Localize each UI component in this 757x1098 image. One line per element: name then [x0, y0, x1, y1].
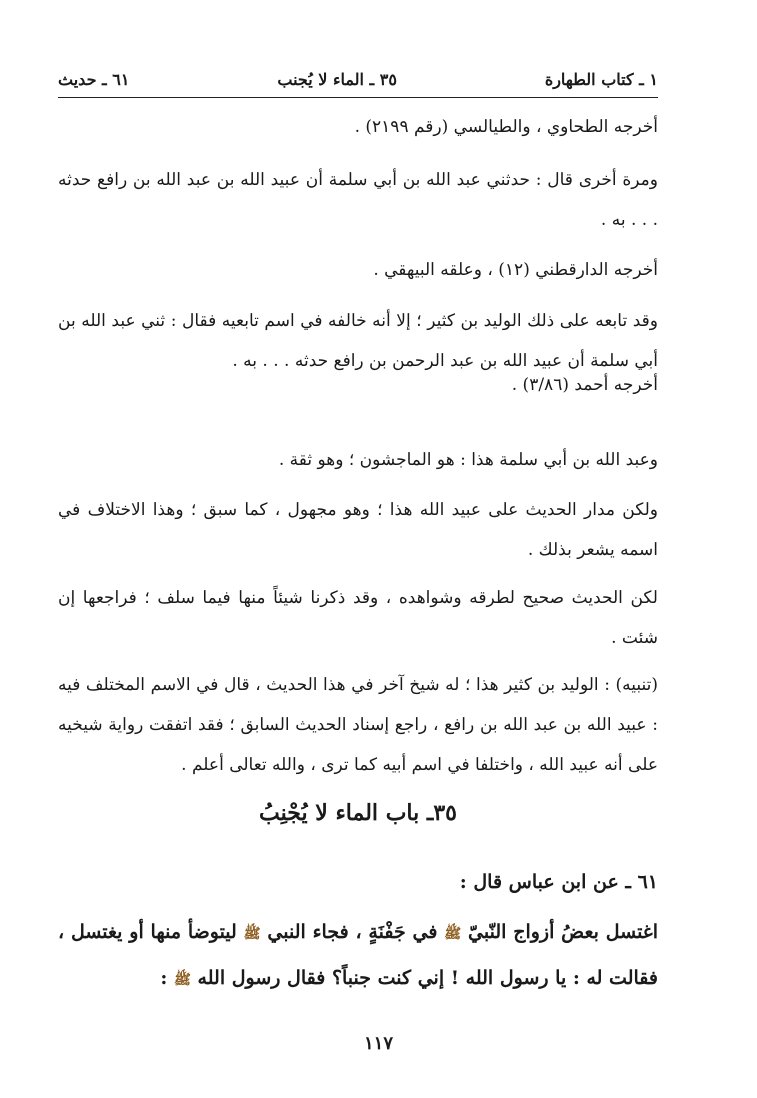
paragraph-9: (تنبيه) : الوليد بن كثير هذا ؛ له شيخ آخر في هذا الحديث ، قال في الاسم المختلف فيه : عبيد الله بن عبد الله بن رافع ، راجع إسناد الحديث السابق ؛ فقد اتفقت رواية شيخيه على أنه عبيد الله ، واختلفا في اسم أبيه كما ترى ، والله تعالى أعلم .	[58, 675, 658, 775]
salawat-symbol: ﷺ	[174, 972, 191, 988]
salawat-symbol: ﷺ	[243, 926, 261, 942]
paragraph-3: أخرجه الدارقطني (١٢) ، وعلقه البيهقي .	[373, 260, 658, 280]
running-header	[58, 62, 658, 96]
paragraph-2: ومرة أخرى قال : حدثني عبد الله بن أبي سلمة أن عبيد الله بن عبد الله بن رافع حدثه . . . به .	[58, 170, 658, 230]
header-chapter-title: ٣٥ ـ الماء لا يُجنب	[277, 69, 397, 89]
hadith-text-part-3: ليتوضأ منها أو يغتسل ، فقالت له : يا رسول الله ! إني كنت جنباً؟ فقال رسول الله	[58, 921, 658, 989]
paragraph-5: أخرجه أحمد (٣/٨٦) .	[511, 375, 658, 395]
header-rule	[58, 97, 658, 98]
paragraph-4: وقد تابعه على ذلك الوليد بن كثير ؛ إلا أنه خالفه في اسم تابعيه فقال : ثني عبد الله بن أبي سلمة أن عبيد الله بن عبد الرحمن بن رافع حدثه . . . به .	[58, 311, 658, 371]
section-heading: ٣٥ـ باب الماء لا يُجْنِبُ	[259, 800, 457, 826]
paragraph-7: ولكن مدار الحديث على عبيد الله هذا ؛ وهو مجهول ، كما سبق ؛ وهذا الاختلاف في اسمه يشعر بذلك .	[58, 500, 658, 560]
paragraph-6: وعبد الله بن أبي سلمة هذا : هو الماجشون ؛ وهو ثقة .	[278, 450, 658, 470]
header-hadith-number: ٦١ ـ حديث	[58, 69, 130, 89]
paragraph-8: لكن الحديث صحيح لطرقه وشواهده ، وقد ذكرنا شيئاً منها فيما سلف ؛ فراجعها إن شئت .	[58, 588, 658, 648]
hadith-text	[58, 910, 658, 1002]
salawat-symbol: ﷺ	[444, 926, 462, 942]
hadith-text-part-4: :	[160, 967, 168, 989]
hadith-text-part-1: اغتسل بعضُ أزواج النّبيّ	[468, 921, 659, 943]
hadith-text-part-2: في جَفْنَةٍ ، فجاء النبي	[267, 921, 438, 943]
paragraph-1: أخرجه الطحاوي ، والطيالسي (رقم ٢١٩٩) .	[354, 117, 658, 137]
hadith-intro: ٦١ ـ عن ابن عباس قال :	[459, 871, 658, 893]
page-number: ١١٧	[363, 1033, 393, 1054]
header-book-title: ١ ـ كتاب الطهارة	[544, 69, 658, 89]
